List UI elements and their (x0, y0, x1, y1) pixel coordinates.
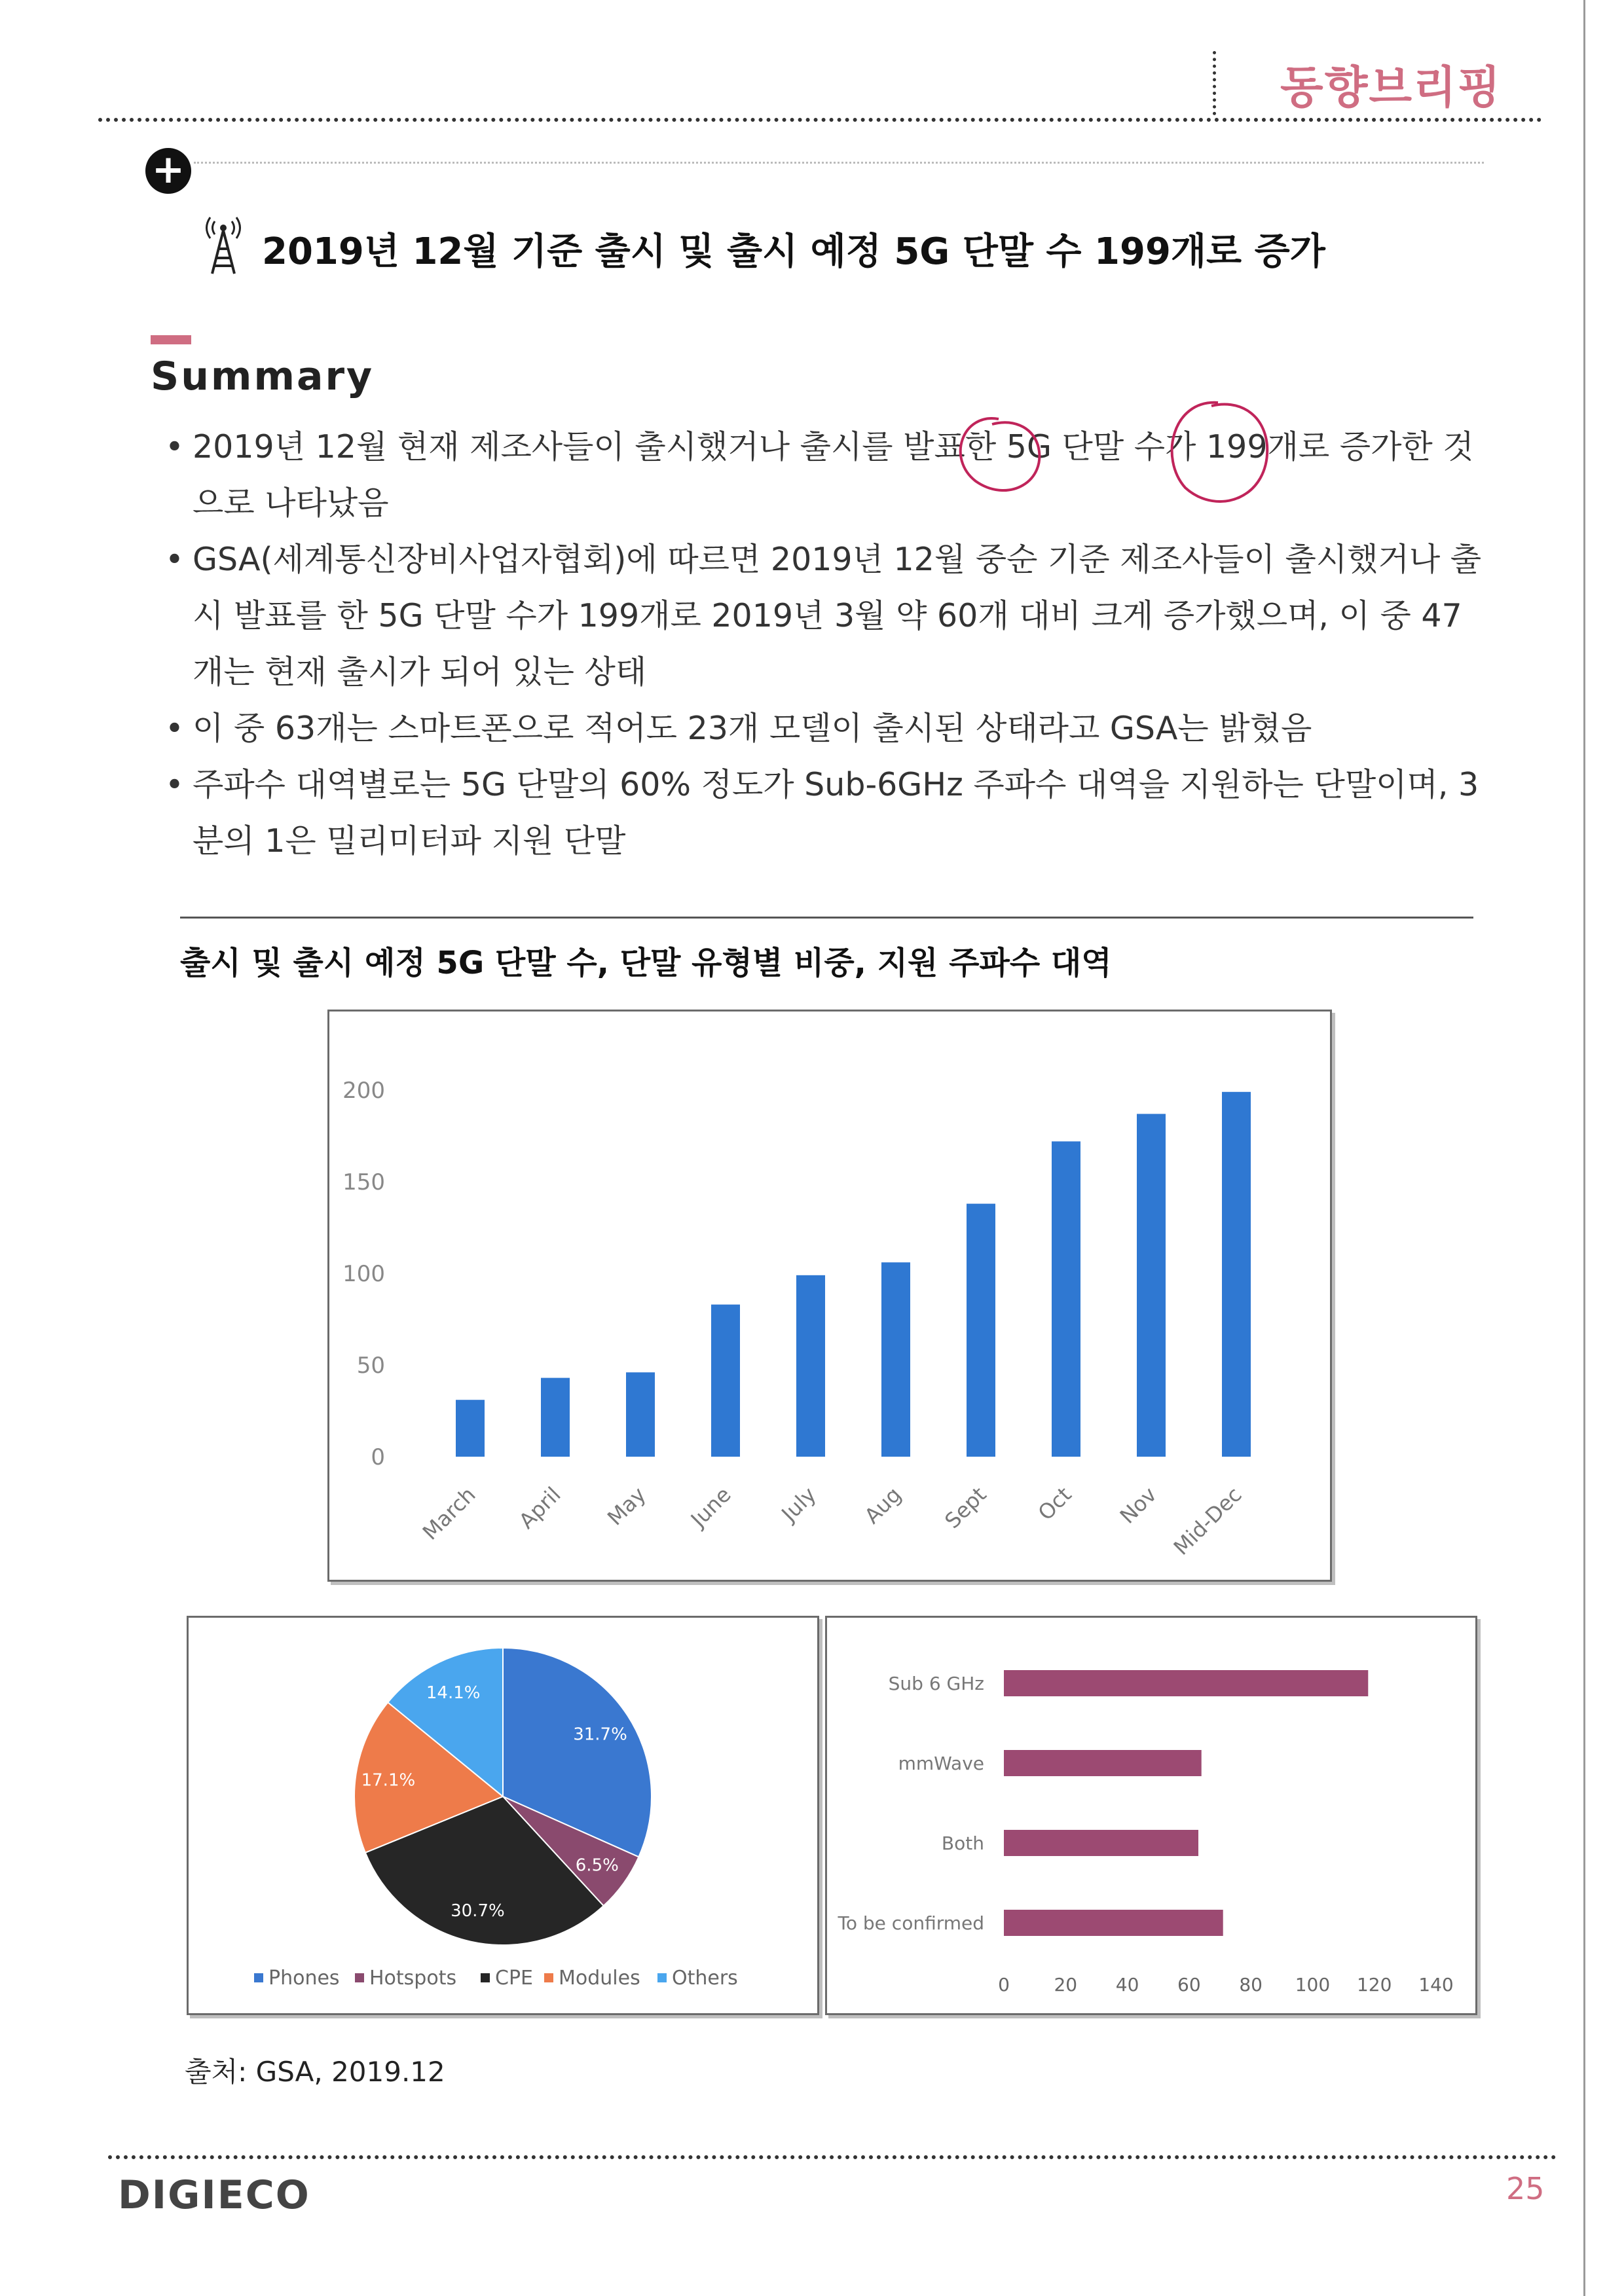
pie-data-label: 14.1% (426, 1683, 481, 1703)
pie-data-label: 31.7% (573, 1724, 627, 1745)
pie-data-label: 17.1% (361, 1770, 416, 1791)
bar (1137, 1114, 1166, 1457)
y-tick-label: 0 (371, 1444, 385, 1470)
bar (1004, 1830, 1198, 1856)
x-tick-label: Nov (1115, 1482, 1162, 1529)
bar (1004, 1670, 1368, 1696)
page-number: 25 (1506, 2171, 1545, 2206)
x-tick-label: Oct (1033, 1482, 1077, 1525)
monthly-bar-chart (329, 1011, 1330, 1580)
legend-swatch (254, 1973, 263, 1982)
legend-swatch (657, 1973, 667, 1982)
legend-label: Others (672, 1967, 738, 1990)
legend-swatch (544, 1973, 553, 1982)
y-tick-label: 50 (356, 1353, 385, 1379)
x-tick-label: May (602, 1482, 651, 1531)
pie-data-label: 6.5% (575, 1855, 619, 1876)
bar (796, 1275, 825, 1457)
summary-bullet: • 주파수 대역별로는 5G 단말의 60% 정도가 Sub-6GHz 주파수 대역을 지원하는 단말이며, 3분의 1은 밀리미터파 지원 단말 (165, 757, 1488, 869)
bar (1004, 1750, 1202, 1776)
bar (541, 1378, 570, 1457)
antenna-icon (200, 216, 246, 275)
x-tick-label: 0 (998, 1974, 1010, 1995)
bar (456, 1400, 485, 1457)
device-type-pie-panel (187, 1616, 819, 2015)
y-tick-label: To be confirmed (838, 1912, 984, 1934)
x-tick-label: 40 (1115, 1974, 1139, 1995)
spectrum-bar-chart-panel (825, 1616, 1477, 2015)
summary-bullet: • 2019년 12월 현재 제조사들이 출시했거나 출시를 발표한 5G 단말 수가 199개로 증가한 것으로 나타났음 (165, 419, 1488, 532)
bar (626, 1372, 655, 1457)
spectrum-bar-chart (827, 1618, 1475, 2013)
figure-title: 출시 및 출시 예정 5G 단말 수, 단말 유형별 비중, 지원 주파수 대역 (180, 945, 1112, 981)
x-tick-label: June (686, 1482, 736, 1532)
title-rule (194, 162, 1484, 164)
footer-rule (108, 2155, 1557, 2159)
y-tick-label: mmWave (898, 1753, 984, 1774)
x-tick-label: Sept (940, 1482, 991, 1534)
bar (1222, 1092, 1251, 1457)
legend-swatch (355, 1973, 364, 1982)
y-tick-label: Sub 6 GHz (888, 1673, 984, 1694)
legend-label: CPE (495, 1967, 533, 1990)
y-tick-label: 100 (342, 1261, 385, 1287)
device-type-pie-chart (189, 1618, 817, 2013)
x-tick-label: 120 (1356, 1974, 1392, 1995)
monthly-bar-chart-panel (327, 1010, 1332, 1582)
legend-label: Hotspots (369, 1967, 457, 1990)
summary-bullet: • 이 중 63개는 스마트폰으로 적어도 23개 모델이 출시된 상태라고 GSA는 밝혔음 (165, 701, 1488, 757)
bar (1004, 1910, 1223, 1936)
bar (711, 1305, 740, 1457)
accent-bar (151, 335, 191, 344)
x-tick-label: 140 (1418, 1974, 1454, 1995)
header-divider (1213, 51, 1216, 115)
plus-icon: + (145, 148, 191, 194)
legend-label: Phones (268, 1967, 340, 1990)
page-edge (1583, 0, 1585, 2296)
header-rule (98, 118, 1542, 122)
x-tick-label: 80 (1239, 1974, 1263, 1995)
y-tick-label: 150 (342, 1169, 385, 1195)
x-tick-label: April (514, 1482, 566, 1534)
legend-label: Modules (559, 1967, 640, 1990)
summary-heading: Summary (151, 354, 375, 399)
bar (1052, 1141, 1080, 1457)
digieco-logo: DIGIECO (118, 2172, 310, 2218)
pie-data-label: 30.7% (451, 1901, 505, 1921)
x-tick-label: March (417, 1482, 481, 1545)
summary-bullet: • GSA(세계통신장비사업자협회)에 따르면 2019년 12월 중순 기준 제조사들이 출시했거나 출시 발표를 한 5G 단말 수가 199개로 2019년 3월 약 60개 대비 크게 증가했으며, 이 중 47개는 현재 출시가 되어 있는 상태 (165, 532, 1488, 701)
x-tick-label: 60 (1177, 1974, 1201, 1995)
section-title: 동향브리핑 (1280, 62, 1502, 114)
summary-list (165, 419, 1488, 869)
x-tick-label: 20 (1054, 1974, 1078, 1995)
x-tick-label: 100 (1295, 1974, 1331, 1995)
y-tick-label: 200 (342, 1078, 385, 1104)
y-tick-label: Both (941, 1832, 984, 1854)
figure-rule (180, 917, 1473, 919)
article-title: 2019년 12월 기준 출시 및 출시 예정 5G 단말 수 199개로 증가 (262, 230, 1325, 273)
source-note: 출처: GSA, 2019.12 (185, 2056, 445, 2088)
bar (967, 1204, 995, 1457)
legend-swatch (481, 1973, 490, 1982)
x-tick-label: Mid-Dec (1168, 1482, 1247, 1560)
x-tick-label: July (777, 1482, 821, 1527)
bar (881, 1262, 910, 1457)
x-tick-label: Aug (859, 1482, 906, 1529)
